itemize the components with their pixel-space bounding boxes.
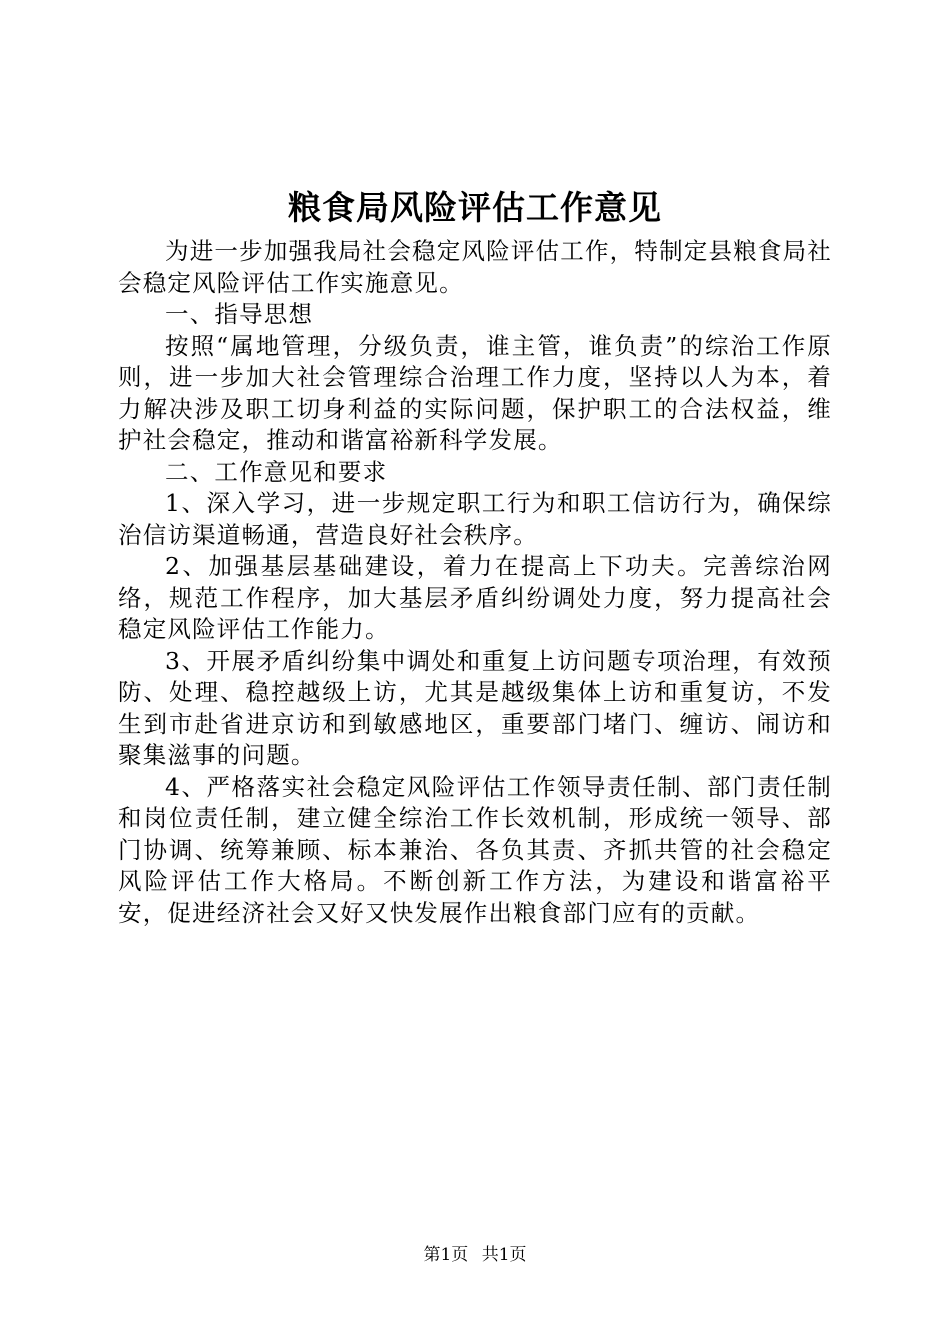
section-heading-opinions: 二、工作意见和要求 — [165, 457, 388, 486]
document-body — [118, 236, 832, 929]
page-number-total: 共1页 — [481, 1245, 527, 1265]
paragraph-item-1: 1、深入学习，进一步规定职工行为和职工信访行为，确保综治信访渠道畅通，营造良好社会秩序。 — [118, 489, 832, 549]
paragraph-intro: 为进一步加强我局社会稳定风险评估工作，特制定县粮食局社会稳定风险评估工作实施意见。 — [118, 237, 832, 297]
document-title: 粮食局风险评估工作意见 — [288, 188, 662, 227]
paragraph-item-3: 3、开展矛盾纠纷集中调处和重复上访问题专项治理，有效预防、处理、稳控越级上访，尤其是越级集体上访和重复访，不发生到市赴省进京访和到敏感地区，重要部门堵门、缠访、闹访和聚集滋事的问题。 — [118, 646, 832, 769]
paragraph-guiding-thought: 按照“属地管理，分级负责，谁主管，谁负责”的综治工作原则，进一步加大社会管理综合治理工作力度，坚持以人为本，着力解决涉及职工切身利益的实际问题，保护职工的合法权益，维护社会稳定，推动和谐富裕新科学发展。 — [118, 331, 832, 454]
paragraph-item-4: 4、严格落实社会稳定风险评估工作领导责任制、部门责任制和岗位责任制，建立健全综治工作长效机制，形成统一领导、部门协调、统筹兼顾、标本兼治、各负其责、齐抓共管的社会稳定风险评估工作大格局。不断创新工作方法，为建设和谐富裕平安，促进经济社会又好又快发展作出粮食部门应有的贡献。 — [118, 772, 832, 927]
section-heading-guiding-thought: 一、指导思想 — [165, 300, 314, 328]
page-number-current: 第1页 — [423, 1245, 469, 1265]
paragraph-item-2: 2、加强基层基础建设，着力在提高上下功夫。完善综治网络，规范工作程序，加大基层矛盾纠纷调处力度，努力提高社会稳定风险评估工作能力。 — [118, 552, 832, 643]
page-footer — [0, 1244, 950, 1266]
